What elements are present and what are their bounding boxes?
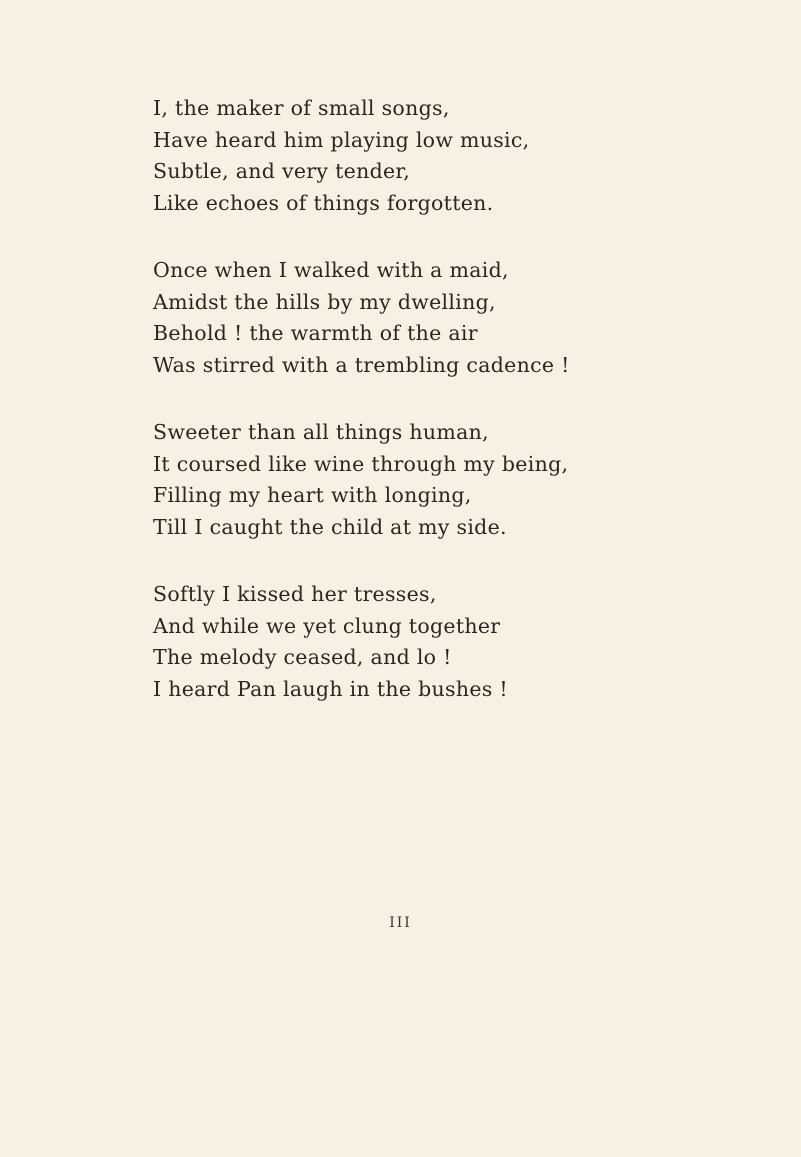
poem-line: Subtle, and very tender, bbox=[153, 159, 411, 183]
poem-line: It coursed like wine through my being, bbox=[153, 451, 569, 476]
poem-line: Till I caught the child at my side. bbox=[153, 514, 507, 539]
stanza-2 bbox=[153, 255, 773, 381]
poem-line: Have heard him playing low music, bbox=[153, 127, 530, 152]
poem-line: The melody ceased, and lo ! bbox=[153, 645, 452, 669]
poem-line: Behold ! the warmth of the air bbox=[153, 321, 478, 345]
poem-line: I heard Pan laugh in the bushes ! bbox=[153, 676, 508, 701]
poem-line: Sweeter than all things human, bbox=[153, 420, 489, 444]
poem-line: Was stirred with a trembling cadence ! bbox=[153, 352, 570, 377]
poem-line: Filling my heart with longing, bbox=[153, 483, 472, 507]
poem-line: Softly I kissed her tresses, bbox=[153, 582, 437, 606]
poem-line: I, the maker of small songs, bbox=[153, 96, 450, 120]
stanza-3 bbox=[153, 417, 773, 543]
poem-line: And while we yet clung together bbox=[153, 613, 501, 638]
stanza-4 bbox=[153, 579, 773, 705]
poem-line: Amidst the hills by my dwelling, bbox=[153, 289, 496, 314]
poem-line: Once when I walked with a maid, bbox=[153, 258, 509, 282]
page-number: III bbox=[389, 915, 412, 931]
poem-line: Like echoes of things forgotten. bbox=[153, 190, 494, 215]
poem-body bbox=[153, 93, 773, 705]
stanza-1 bbox=[153, 93, 773, 219]
